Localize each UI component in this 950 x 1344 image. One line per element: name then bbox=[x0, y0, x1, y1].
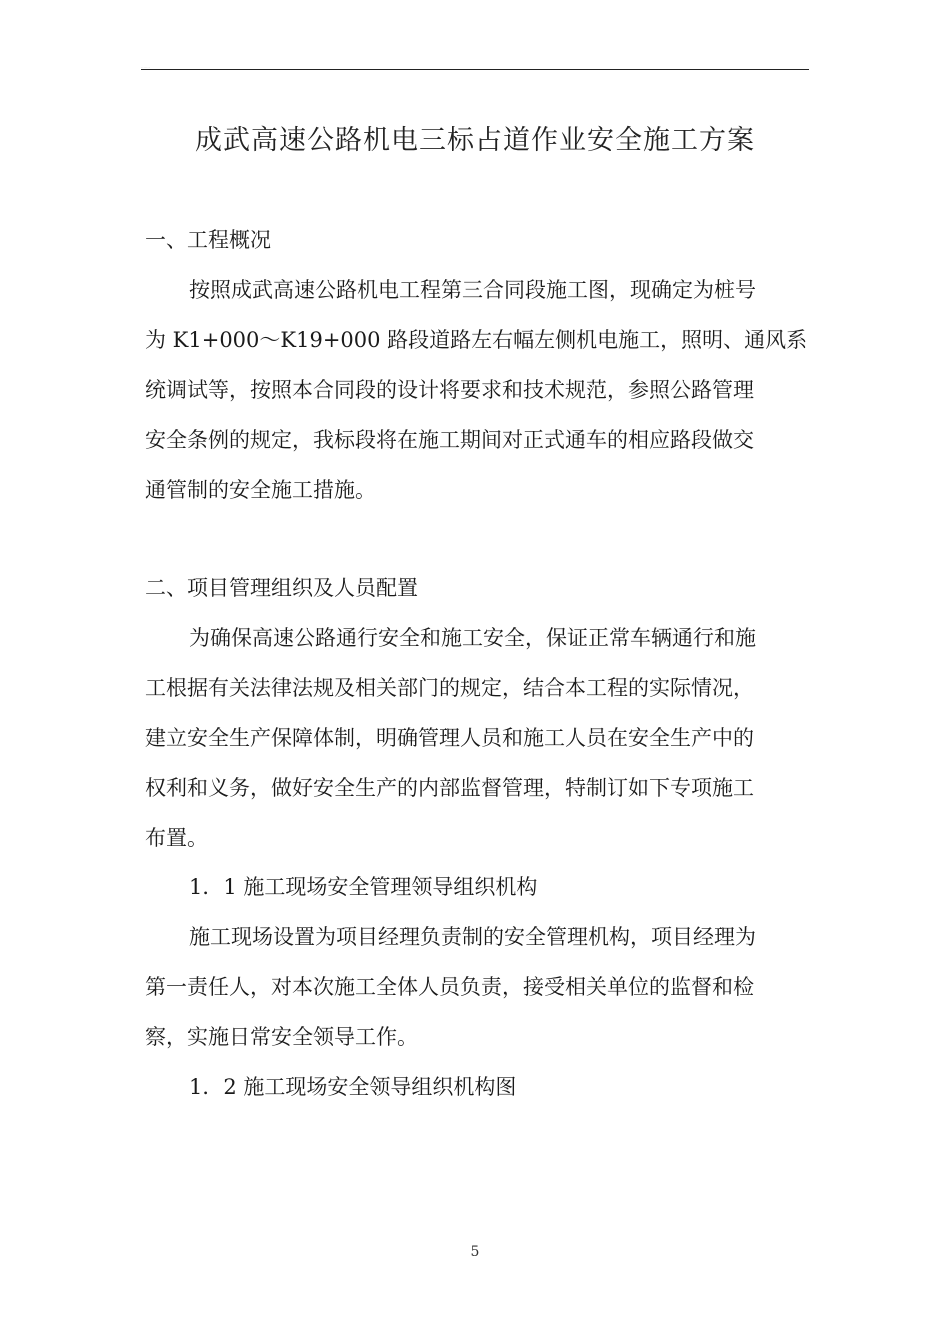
paragraph-line: 布置。 bbox=[145, 826, 208, 850]
paragraph-line: 察，实施日常安全领导工作。 bbox=[145, 1025, 418, 1049]
paragraph-line: 统调试等，按照本合同段的设计将要求和技术规范，参照公路管理 bbox=[145, 378, 754, 402]
document-title: 成武高速公路机电三标占道作业安全施工方案 bbox=[195, 125, 755, 156]
paragraph-line: 为 K1+000～K19+000 路段道路左右幅左侧机电施工，照明、通风系 bbox=[145, 328, 808, 352]
section-heading-overview: 一、工程概况 bbox=[145, 228, 271, 252]
paragraph-line: 按照成武高速公路机电工程第三合同段施工图，现确定为桩号 bbox=[189, 278, 756, 302]
header-mark: ....... bbox=[141, 64, 150, 69]
section-heading-organization: 二、项目管理组织及人员配置 bbox=[145, 576, 418, 600]
paragraph-line: 为确保高速公路通行安全和施工安全，保证正常车辆通行和施 bbox=[189, 626, 756, 650]
paragraph-line: 通管制的安全施工措施。 bbox=[145, 478, 376, 502]
paragraph-line: 工根据有关法律法规及相关部门的规定，结合本工程的实际情况， bbox=[145, 676, 754, 700]
paragraph-line: 安全条例的规定，我标段将在施工期间对正式通车的相应路段做交 bbox=[145, 428, 754, 452]
paragraph-line: 权利和义务，做好安全生产的内部监督管理，特制订如下专项施工 bbox=[145, 776, 754, 800]
paragraph-line: 施工现场设置为项目经理负责制的安全管理机构，项目经理为 bbox=[189, 925, 756, 949]
paragraph-line: 第一责任人，对本次施工全体人员负责，接受相关单位的监督和检 bbox=[145, 975, 754, 999]
page-number: 5 bbox=[470, 1244, 480, 1260]
paragraph-line: 建立安全生产保障体制，明确管理人员和施工人员在安全生产中的 bbox=[145, 726, 754, 750]
header-rule bbox=[141, 69, 809, 70]
subsection-heading-1-1: 1．1 施工现场安全管理领导组织机构 bbox=[189, 875, 538, 899]
subsection-heading-1-2: 1．2 施工现场安全领导组织机构图 bbox=[189, 1075, 517, 1099]
